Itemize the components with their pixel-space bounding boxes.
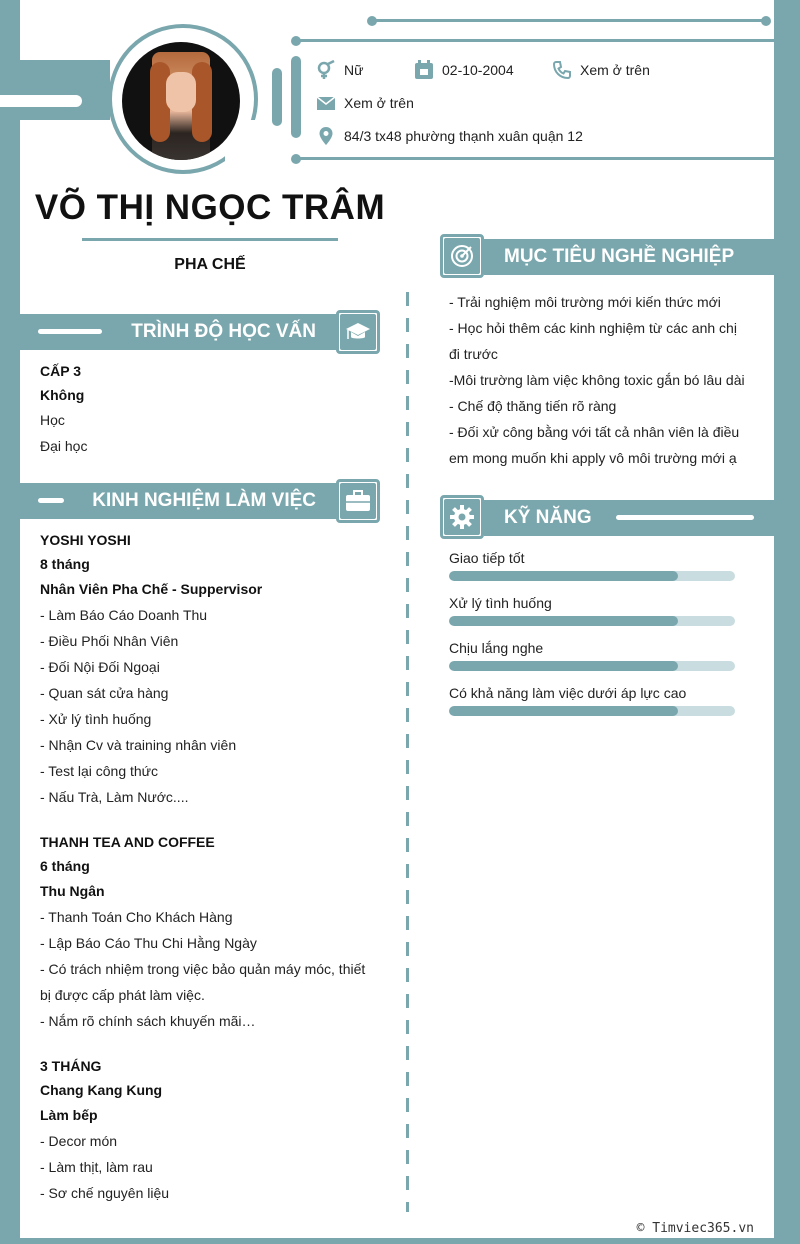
job-item: - Đối Nội Đối Ngoại [40, 659, 160, 675]
gender-icon [316, 60, 336, 80]
skill-label: Giao tiếp tốt [449, 550, 525, 566]
job-item: - Quan sát cửa hàng [40, 685, 169, 701]
objective-line: - Học hỏi thêm các kinh nghiệm từ các anh chị [449, 320, 737, 336]
skill-bar-fill [449, 661, 678, 671]
education-major: Không [40, 387, 85, 403]
contact-gender [316, 60, 363, 80]
contact-address [316, 126, 583, 146]
phone-icon [552, 60, 572, 80]
job-role: Nhân Viên Pha Chế - Suppervisor [40, 581, 263, 597]
phone-value: Xem ở trên [580, 62, 650, 78]
briefcase-icon [336, 479, 380, 523]
job-role: Làm bếp [40, 1107, 98, 1123]
contact-phone [552, 60, 650, 80]
envelope-icon [316, 93, 336, 113]
dob-value: 02-10-2004 [442, 62, 514, 78]
section-objective-bar [484, 239, 774, 275]
frame-bottom [0, 1238, 800, 1244]
objective-line: đi trước [449, 346, 498, 362]
candidate-name: VÕ THỊ NGỌC TRÂM [34, 188, 386, 227]
objective-line: -Môi trường làm việc không toxic gắn bó lâu dài [449, 372, 745, 388]
footer-watermark: © Timviec365.vn [636, 1221, 754, 1236]
deco-dot [761, 16, 771, 26]
frame-right [774, 0, 800, 1244]
objective-line: - Trải nghiệm môi trường mới kiến thức mới [449, 294, 721, 310]
graduation-cap-icon [336, 310, 380, 354]
job-item: - Xử lý tình huống [40, 711, 152, 727]
calendar-icon [414, 60, 434, 80]
deco-vbar [291, 56, 301, 138]
job-duration: 6 tháng [40, 858, 90, 874]
accent-block [0, 60, 110, 120]
job-item: - Lập Báo Cáo Thu Chi Hằng Ngày [40, 935, 257, 951]
section-skills-title: KỸ NĂNG [504, 507, 592, 528]
skill-label: Xử lý tình huống [449, 595, 552, 611]
job-item: bị được cấp phát làm việc. [40, 987, 205, 1003]
section-deco [616, 515, 754, 520]
email-value: Xem ở trên [344, 95, 414, 111]
location-pin-icon [316, 126, 336, 146]
job-item: - Có trách nhiệm trong việc bảo quản máy móc, thiết [40, 961, 366, 977]
job-item: - Nắm rõ chính sách khuyến mãi… [40, 1013, 256, 1029]
section-deco [38, 329, 102, 334]
contact-email [316, 93, 414, 113]
education-line: Đại học [40, 438, 88, 454]
job-duration: Chang Kang Kung [40, 1082, 163, 1098]
skill-bar-fill [449, 571, 678, 581]
section-deco [38, 498, 64, 503]
column-divider [406, 292, 409, 1212]
objective-line: - Đối xử công bằng với tất cả nhân viên là điều [449, 424, 740, 440]
job-item: - Làm Báo Cáo Doanh Thu [40, 607, 208, 623]
job-company: YOSHI YOSHI [40, 532, 131, 548]
contact-dob [414, 60, 514, 80]
skill-label: Có khả năng làm việc dưới áp lực cao [449, 685, 687, 701]
skill-label: Chịu lắng nghe [449, 640, 544, 656]
objective-line: em mong muốn khi apply vô môi trường mới ạ [449, 450, 737, 466]
accent-white-bar [0, 95, 82, 107]
name-underline [82, 238, 338, 241]
deco-line [372, 19, 766, 22]
skill-bar-fill [449, 706, 678, 716]
section-experience-title: KINH NGHIỆM LÀM VIỆC [92, 490, 316, 511]
job-item: - Nấu Trà, Làm Nước.... [40, 789, 189, 805]
candidate-position: PHA CHẾ [174, 256, 246, 273]
job-item: - Nhận Cv và training nhân viên [40, 737, 237, 753]
skill-bar-fill [449, 616, 678, 626]
target-icon [440, 234, 484, 278]
avatar [122, 42, 240, 160]
education-line: Học [40, 412, 65, 428]
frame-left [0, 0, 20, 1244]
job-role: Thu Ngân [40, 883, 105, 899]
job-item: - Thanh Toán Cho Khách Hàng [40, 909, 233, 925]
skill-bar [449, 706, 735, 716]
job-company: 3 THÁNG [40, 1058, 102, 1074]
job-duration: 8 tháng [40, 556, 90, 572]
section-objective-title: MỤC TIÊU NGHỀ NGHIỆP [504, 246, 735, 267]
job-item: - Điều Phối Nhân Viên [40, 633, 179, 649]
skill-bar [449, 661, 735, 671]
deco-line [296, 157, 774, 160]
section-education-title: TRÌNH ĐỘ HỌC VẤN [131, 321, 316, 342]
deco-line [296, 39, 774, 42]
education-school: CẤP 3 [40, 363, 81, 379]
deco-vbar [272, 68, 282, 126]
objective-line: - Chế độ thăng tiến rõ ràng [449, 398, 617, 414]
job-item: - Làm thịt, làm rau [40, 1159, 153, 1175]
skill-bar [449, 571, 735, 581]
gender-value: Nữ [344, 62, 364, 78]
address-value: 84/3 tx48 phường thạnh xuân quận 12 [344, 128, 583, 144]
section-experience-bar [20, 483, 340, 519]
gear-icon [440, 495, 484, 539]
job-company: THANH TEA AND COFFEE [40, 834, 215, 850]
job-item: - Decor món [40, 1133, 118, 1149]
job-item: - Sơ chế nguyên liệu [40, 1185, 170, 1201]
skill-bar [449, 616, 735, 626]
job-item: - Test lại công thức [40, 763, 159, 779]
